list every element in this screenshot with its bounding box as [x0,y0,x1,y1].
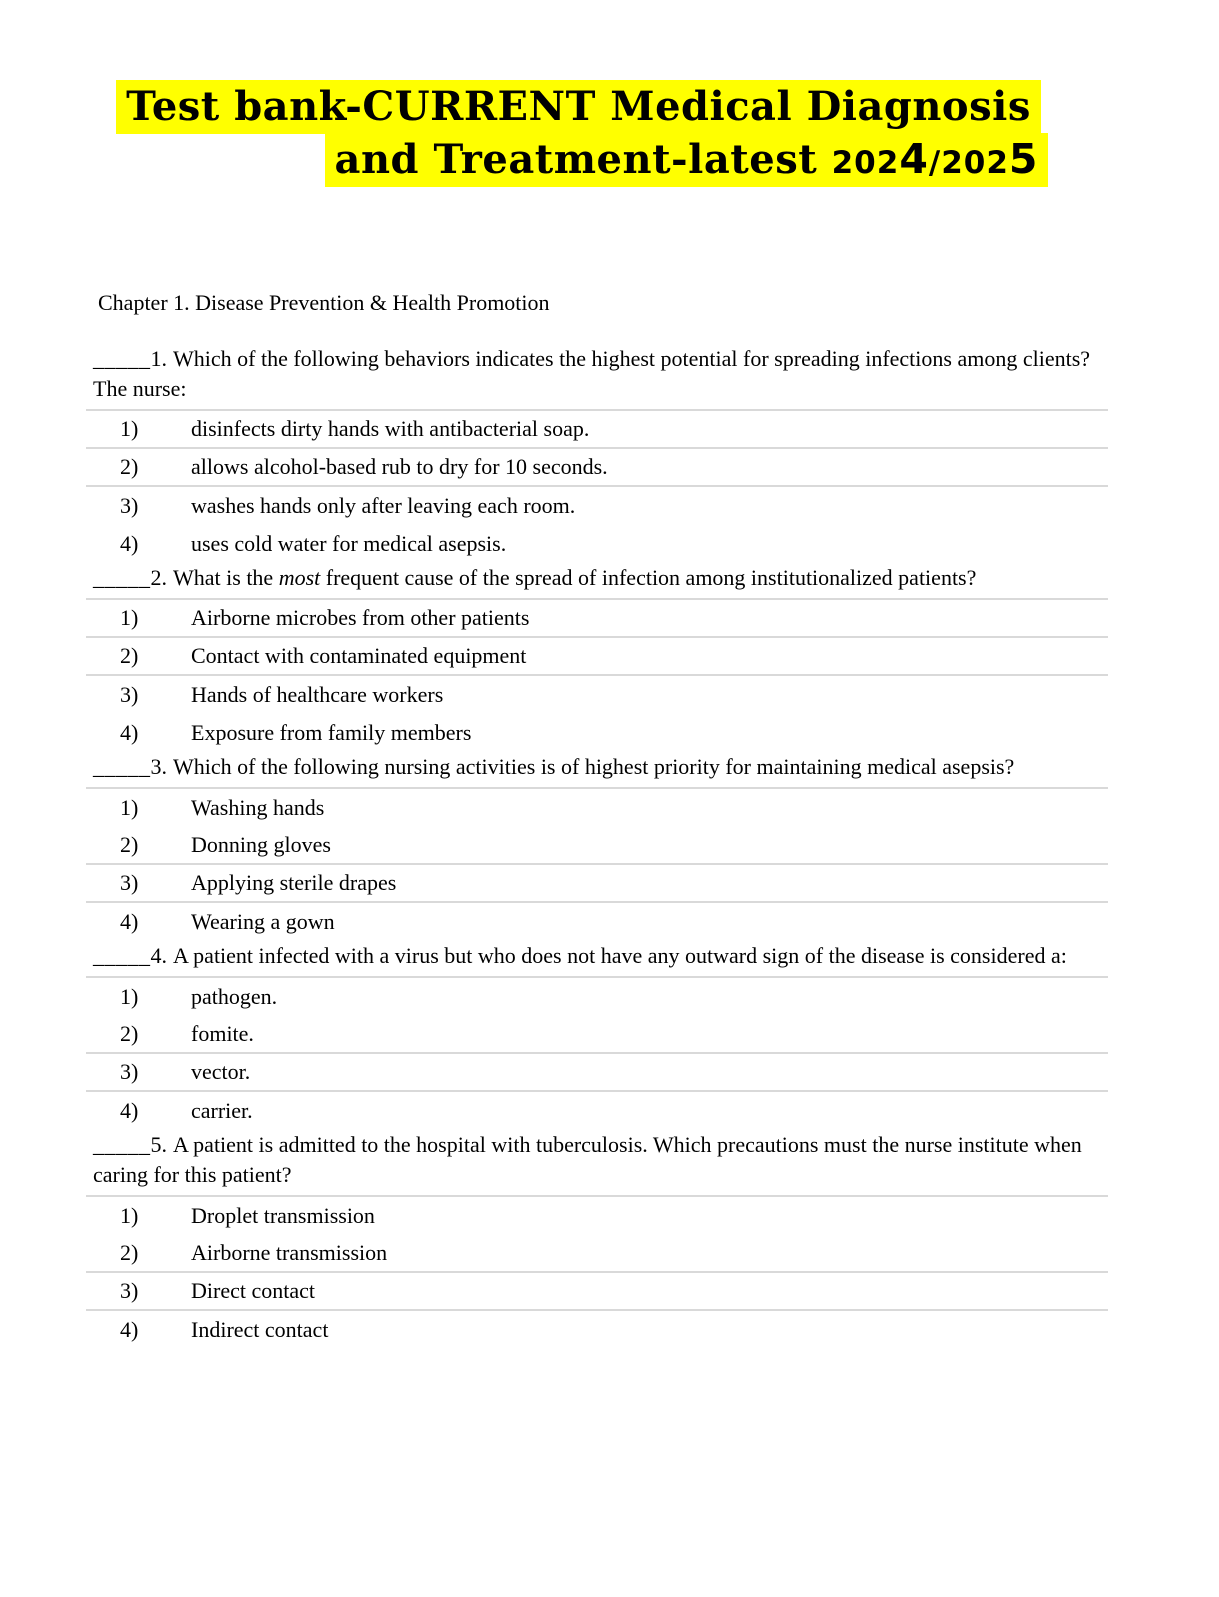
title-highlight-2 [325,133,1049,187]
option-row [86,676,1108,714]
option-row [86,638,1108,676]
document-body [86,287,1108,1349]
document-page [0,80,1219,1597]
option-row [86,1311,1108,1349]
answer-blank: _____ [93,346,151,371]
option-row [86,903,1108,941]
option-number: 2) [120,643,139,668]
answer-blank: _____ [93,565,151,590]
question-text: A patient is admitted to the hospital with tuberculosis. Which precautions must the nurse institute when caring for this patient? [93,1132,1082,1187]
answer-blank: _____ [93,1132,151,1157]
question-stem [86,563,1108,600]
option-text: Hands of healthcare workers [191,682,444,707]
option-text: pathogen. [191,984,278,1009]
question-stem [86,344,1108,411]
year2-prefix: 202 [941,145,1009,181]
title-highlight-1 [116,80,1041,134]
options-list [86,978,1108,1130]
option-text: Airborne microbes from other patients [191,605,530,630]
options-list [86,1197,1108,1349]
question-stem [86,941,1108,978]
year2-last-digit: 5 [1008,135,1039,183]
answer-blank: _____ [93,754,151,779]
option-number: 3) [120,1278,139,1303]
question-number: 3. [150,754,167,779]
options-list [86,789,1108,941]
option-text: Droplet transmission [191,1203,375,1228]
option-row [86,1235,1108,1273]
option-text: fomite. [191,1021,254,1046]
question-block [86,752,1108,941]
option-row [86,1016,1108,1054]
option-row [86,449,1108,487]
question-text: A patient infected with a virus but who does not have any outward sign of the disease is considered a: [173,943,1067,968]
option-text: Exposure from family members [191,720,472,745]
option-text: Wearing a gown [191,909,335,934]
option-row [86,714,1108,752]
questions-list [86,344,1108,1349]
answer-blank: _____ [93,943,151,968]
option-number: 4) [120,1317,139,1342]
option-row [86,525,1108,563]
option-number: 2) [120,832,139,857]
question-number: 1. [150,346,167,371]
option-text: Airborne transmission [191,1240,388,1265]
option-text: allows alcohol-based rub to dry for 10 seconds. [191,454,608,479]
title-line-2 [0,133,1219,190]
question-block [86,344,1108,563]
option-row [86,865,1108,903]
option-number: 1) [120,1203,139,1228]
option-number: 4) [120,720,139,745]
option-row [86,1092,1108,1130]
option-text: uses cold water for medical asepsis. [191,531,507,556]
question-stem [86,752,1108,789]
option-text: Applying sterile drapes [191,870,397,895]
question-text-continued: frequent cause of the spread of infection among institutionalized patients? [320,565,977,590]
option-text: carrier. [191,1098,253,1123]
option-text: Contact with contaminated equipment [191,643,527,668]
question-stem [86,1130,1108,1197]
options-list [86,600,1108,752]
option-row [86,600,1108,638]
option-text: Washing hands [191,795,325,820]
option-number: 1) [120,605,139,630]
question-block [86,1130,1108,1349]
options-list [86,411,1108,563]
option-row [86,1273,1108,1311]
option-row [86,487,1108,525]
option-number: 4) [120,909,139,934]
year-slash: / [928,145,942,181]
question-text: Which of the following nursing activities is of highest priority for maintaining medical asepsis? [173,754,1015,779]
option-row [86,789,1108,827]
option-number: 2) [120,1021,139,1046]
question-number: 5. [150,1132,167,1157]
option-text: disinfects dirty hands with antibacterial soap. [191,416,590,441]
option-number: 2) [120,1240,139,1265]
option-number: 1) [120,984,139,1009]
option-number: 4) [120,531,139,556]
option-row [86,1054,1108,1092]
title-text-2: and Treatment-latest [334,136,832,183]
option-number: 1) [120,795,139,820]
chapter-heading: Chapter 1. Disease Prevention & Health Promotion [98,290,550,315]
question-text-italic: most [278,565,321,590]
option-row [86,1197,1108,1235]
question-block [86,941,1108,1130]
option-number: 1) [120,416,139,441]
option-number: 2) [120,454,139,479]
question-block [86,563,1108,752]
option-number: 3) [120,1059,139,1084]
year1-prefix: 202 [831,145,900,181]
question-number: 2. [150,565,167,590]
option-text: Donning gloves [191,832,331,857]
option-text: vector. [191,1059,251,1084]
option-number: 3) [120,870,139,895]
document-title [0,80,1219,190]
option-row [86,827,1108,865]
question-text: What is the [173,565,279,590]
option-number: 3) [120,682,139,707]
year1-last-digit: 4 [899,135,929,183]
option-number: 4) [120,1098,139,1123]
option-text: Direct contact [191,1278,315,1303]
option-row [86,411,1108,449]
option-text: Indirect contact [191,1317,329,1342]
title-text-1: Test bank-CURRENT Medical Diagnosis [126,83,1031,130]
question-number: 4. [150,943,167,968]
option-row [86,978,1108,1016]
question-text: Which of the following behaviors indicates the highest potential for spreading infections among clients? The nurse: [93,346,1091,401]
option-text: washes hands only after leaving each room. [191,493,576,518]
option-number: 3) [120,493,139,518]
title-line-1 [0,80,1219,133]
